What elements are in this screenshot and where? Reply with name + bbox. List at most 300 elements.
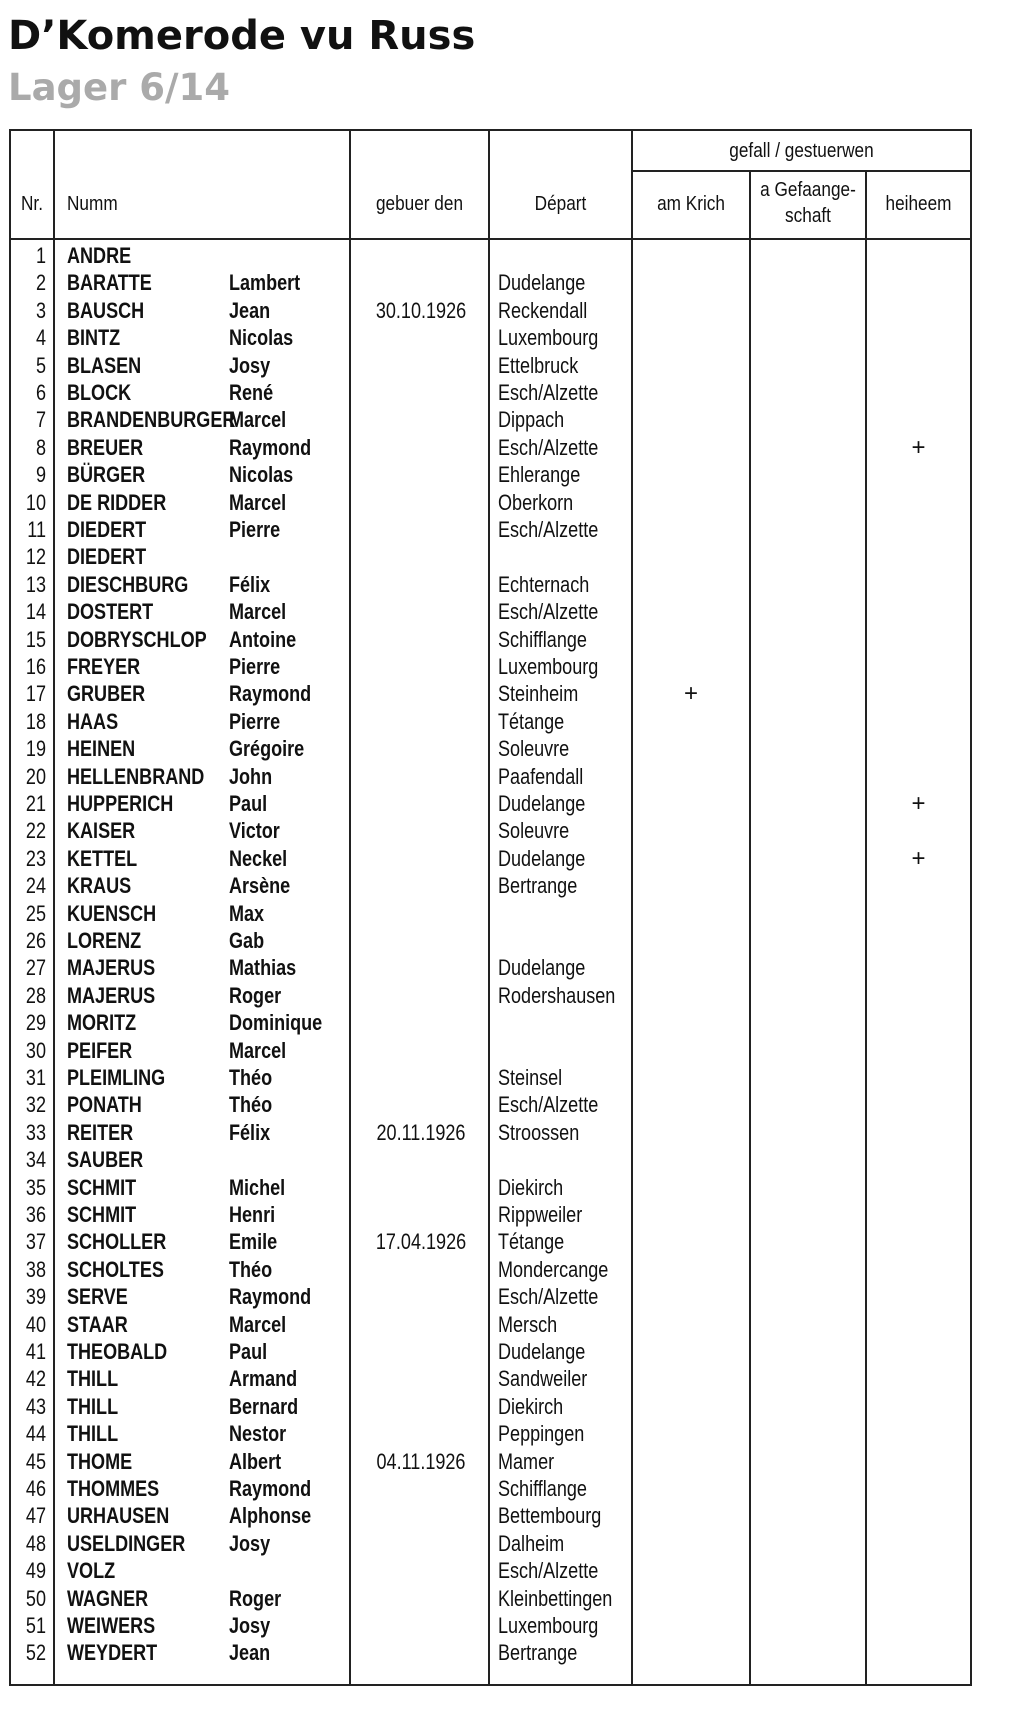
first-name: Nestor (229, 1421, 287, 1447)
died-in-captivity-mark (751, 790, 867, 817)
departure-place: Ehlerange (498, 462, 581, 488)
died-at-home-mark (867, 269, 970, 296)
birth-date (364, 516, 479, 543)
row-number: 38 (25, 1256, 46, 1282)
died-at-home-mark (867, 489, 970, 516)
surname: HUPPERICH (67, 791, 174, 816)
first-name: Henri (229, 1202, 276, 1227)
surname: BÜRGER (67, 462, 146, 488)
row-number: 39 (25, 1284, 46, 1310)
birth-date (364, 1201, 479, 1228)
departure-place: Oberkorn (498, 489, 574, 515)
row-number: 16 (25, 654, 46, 679)
birth-date (364, 269, 479, 296)
row-number: 7 (35, 407, 46, 433)
died-at-home-mark (867, 1201, 970, 1228)
died-in-captivity-mark (751, 900, 867, 927)
died-at-home-mark (867, 872, 970, 899)
died-in-war-mark (633, 352, 749, 379)
departure-place: Rodershausen (498, 982, 616, 1008)
died-at-home-mark (867, 1256, 970, 1283)
died-at-home-mark (867, 324, 970, 351)
died-in-captivity-mark (751, 1091, 867, 1118)
first-name: Théo (229, 1065, 273, 1090)
died-at-home-mark (867, 406, 970, 433)
birth-date (364, 982, 479, 1009)
departure-place: Tétange (498, 1229, 565, 1255)
departure-place: Stroossen (498, 1119, 580, 1145)
surname: MAJERUS (67, 955, 156, 981)
first-name: Albert (229, 1448, 282, 1474)
birth-date (364, 598, 479, 625)
first-name: Nicolas (229, 325, 294, 351)
birth-date (364, 927, 479, 954)
died-at-home-mark (867, 626, 970, 653)
row-number: 2 (35, 270, 46, 296)
row-number: 42 (25, 1366, 46, 1392)
died-in-war-mark (633, 735, 749, 762)
birth-date (364, 1146, 479, 1173)
died-at-home-mark (867, 1448, 970, 1475)
first-name: Jean (229, 1640, 271, 1666)
table-row (11, 1283, 970, 1310)
died-in-war-mark (633, 817, 749, 844)
row-number: 11 (27, 517, 46, 542)
first-name: Théo (229, 1256, 273, 1282)
died-in-captivity-mark (751, 1228, 867, 1255)
table-row (11, 516, 970, 543)
table-row (11, 406, 970, 433)
died-at-home-mark (867, 735, 970, 762)
table-row (11, 434, 970, 461)
row-number: 20 (25, 763, 46, 789)
birth-date: 20.11.1926 (376, 1119, 466, 1145)
died-in-war-mark (633, 845, 749, 872)
died-in-war-mark (633, 1091, 749, 1118)
died-at-home-mark (867, 1146, 970, 1173)
row-number: 45 (25, 1448, 46, 1474)
departure-place: Kleinbettingen (498, 1585, 613, 1611)
departure-place: Diekirch (498, 1393, 564, 1419)
row-number: 34 (25, 1147, 46, 1173)
departure-place: Tétange (498, 708, 565, 734)
died-at-home-mark (867, 516, 970, 543)
row-number: 10 (25, 489, 46, 515)
first-name: Neckel (229, 845, 288, 871)
table-row (11, 1146, 970, 1173)
page-title: D’Komerode vu Russ (8, 13, 476, 59)
departure-place: Esch/Alzette (498, 1092, 599, 1118)
header-nr: Nr. (21, 193, 43, 215)
table-row (11, 352, 970, 379)
table-row (11, 1530, 970, 1557)
table-row (11, 1311, 970, 1338)
surname: WAGNER (67, 1585, 149, 1611)
died-in-captivity-mark (751, 763, 867, 790)
departure-place: Reckendall (498, 297, 588, 323)
birth-date (364, 845, 479, 872)
died-in-war-mark (633, 1475, 749, 1502)
first-name: Raymond (229, 434, 312, 460)
surname: WEYDERT (67, 1640, 158, 1666)
died-in-war-mark (633, 571, 749, 598)
row-number: 18 (25, 708, 46, 734)
first-name: Marcel (229, 599, 287, 625)
row-number: 3 (35, 297, 46, 323)
departure-place: Luxembourg (498, 1613, 599, 1638)
died-in-war-mark (633, 297, 749, 324)
birth-date (364, 1502, 479, 1529)
died-at-home-mark: + (911, 433, 926, 461)
row-number: 47 (25, 1503, 46, 1529)
birth-date (364, 1338, 479, 1365)
died-in-captivity-mark (751, 680, 867, 707)
departure-place: Echternach (498, 571, 590, 597)
died-in-captivity-mark (751, 434, 867, 461)
table-row (11, 1009, 970, 1036)
birth-date (364, 379, 479, 406)
table-row (11, 1639, 970, 1666)
died-in-war-mark (633, 269, 749, 296)
header-gefaangeschaft-line1: a Gefaange- (760, 179, 856, 201)
died-at-home-mark (867, 598, 970, 625)
row-number: 15 (25, 626, 46, 652)
died-in-captivity-mark (751, 406, 867, 433)
died-in-war-mark (633, 461, 749, 488)
died-in-war-mark (633, 954, 749, 981)
died-in-captivity-mark (751, 1393, 867, 1420)
row-number: 13 (25, 571, 46, 597)
departure-place: Soleuvre (498, 736, 570, 762)
died-in-war-mark (633, 1174, 749, 1201)
departure-place: Dudelange (498, 270, 586, 296)
surname: DOBRYSCHLOP (67, 626, 207, 652)
surname: DIEDERT (67, 517, 147, 542)
surname: LORENZ (67, 928, 142, 953)
row-number: 50 (25, 1585, 46, 1611)
departure-place: Steinheim (498, 681, 579, 707)
died-in-war-mark (633, 1639, 749, 1666)
departure-place: Esch/Alzette (498, 599, 599, 625)
died-in-captivity-mark (751, 1448, 867, 1475)
died-at-home-mark (867, 1365, 970, 1392)
departure-place: Esch/Alzette (498, 1558, 599, 1584)
died-in-captivity-mark (751, 461, 867, 488)
row-number: 30 (25, 1037, 46, 1063)
died-in-captivity-mark (751, 1119, 867, 1146)
surname: WEIWERS (67, 1613, 156, 1638)
died-in-war-mark (633, 1037, 749, 1064)
birth-date (364, 708, 479, 735)
birth-date (364, 489, 479, 516)
departure-place: Dudelange (498, 845, 586, 871)
surname: DIEDERT (67, 544, 147, 570)
first-name: Grégoire (229, 736, 305, 762)
table-row (11, 461, 970, 488)
surname: KAISER (67, 818, 136, 844)
row-number: 22 (25, 818, 46, 844)
died-at-home-mark (867, 1283, 970, 1310)
table-row (11, 543, 970, 570)
table-row (11, 1201, 970, 1228)
first-name: Roger (229, 1585, 282, 1611)
surname: USELDINGER (67, 1530, 186, 1556)
died-in-captivity-mark (751, 1064, 867, 1091)
died-at-home-mark (867, 1037, 970, 1064)
first-name: Pierre (229, 654, 281, 679)
surname: THOME (67, 1448, 133, 1474)
row-number: 36 (25, 1202, 46, 1227)
died-at-home-mark (867, 708, 970, 735)
table-row (11, 1502, 970, 1529)
header-am-krich: am Krich (657, 193, 725, 215)
died-in-captivity-mark (751, 379, 867, 406)
table-row (11, 1448, 970, 1475)
died-at-home-mark (867, 927, 970, 954)
row-number: 43 (25, 1393, 46, 1419)
first-name: Arsène (229, 873, 291, 899)
surname: THEOBALD (67, 1339, 168, 1364)
departure-place: Dudelange (498, 791, 586, 816)
birth-date (364, 242, 479, 269)
surname: DE RIDDER (67, 489, 167, 515)
departure-place: Bertrange (498, 1640, 578, 1666)
died-at-home-mark: + (911, 844, 926, 872)
row-number: 4 (35, 325, 46, 351)
surname: THILL (67, 1421, 119, 1447)
died-in-captivity-mark (751, 982, 867, 1009)
first-name: Lambert (229, 270, 301, 296)
died-in-captivity-mark (751, 1283, 867, 1310)
birth-date (364, 1283, 479, 1310)
surname: HEINEN (67, 736, 136, 762)
birth-date (364, 626, 479, 653)
died-in-war-mark (633, 1201, 749, 1228)
departure-place: Paafendall (498, 763, 584, 789)
first-name: Roger (229, 982, 282, 1008)
died-in-war-mark (633, 900, 749, 927)
died-in-captivity-mark (751, 1502, 867, 1529)
died-in-war-mark (633, 489, 749, 516)
died-at-home-mark (867, 1475, 970, 1502)
header-gefaangeschaft-line2: schaft (785, 205, 831, 227)
table-row (11, 1393, 970, 1420)
table-row (11, 1338, 970, 1365)
died-in-captivity-mark (751, 1256, 867, 1283)
first-name: Victor (229, 818, 280, 844)
table-row (11, 1365, 970, 1392)
first-name: Pierre (229, 708, 281, 734)
departure-place: Soleuvre (498, 818, 570, 844)
birth-date: 04.11.1926 (376, 1448, 466, 1474)
table-row (11, 626, 970, 653)
died-in-captivity-mark (751, 324, 867, 351)
departure-place: Ettelbruck (498, 352, 579, 378)
roster-table (9, 129, 972, 1686)
birth-date (364, 872, 479, 899)
first-name: Félix (229, 1119, 271, 1145)
table-row (11, 242, 970, 269)
first-name: Théo (229, 1092, 273, 1118)
died-in-captivity-mark (751, 626, 867, 653)
first-name: René (229, 380, 274, 405)
surname: KRAUS (67, 873, 132, 899)
departure-place: Dudelange (498, 1339, 586, 1364)
row-number: 26 (25, 928, 46, 953)
surname: REITER (67, 1119, 134, 1145)
died-at-home-mark (867, 543, 970, 570)
table-row (11, 817, 970, 844)
died-in-war-mark (633, 790, 749, 817)
surname: URHAUSEN (67, 1503, 170, 1529)
died-in-captivity-mark (751, 1338, 867, 1365)
died-in-captivity-mark (751, 1585, 867, 1612)
table-row (11, 1091, 970, 1118)
table-row (11, 297, 970, 324)
birth-date (364, 1311, 479, 1338)
table-row (11, 324, 970, 351)
departure-place: Mondercange (498, 1256, 609, 1282)
table-row (11, 1557, 970, 1584)
died-in-war-mark: + (683, 680, 698, 708)
died-at-home-mark (867, 1119, 970, 1146)
birth-date (364, 1037, 479, 1064)
row-number: 44 (25, 1421, 46, 1447)
table-row (11, 845, 970, 872)
header-heiheem: heiheem (885, 193, 952, 215)
surname: FREYER (67, 654, 141, 679)
died-in-war-mark (633, 626, 749, 653)
birth-date (364, 763, 479, 790)
departure-place: Esch/Alzette (498, 434, 599, 460)
row-number: 21 (25, 791, 46, 816)
first-name: Paul (229, 791, 268, 816)
surname: SCHMIT (67, 1202, 137, 1227)
died-at-home-mark (867, 1311, 970, 1338)
surname: BARATTE (67, 270, 152, 296)
departure-place: Esch/Alzette (498, 1284, 599, 1310)
birth-date (364, 1585, 479, 1612)
died-at-home-mark (867, 1393, 970, 1420)
row-number: 12 (25, 544, 46, 570)
departure-place: Rippweiler (498, 1202, 583, 1227)
header-group-divider (631, 170, 970, 172)
died-in-captivity-mark (751, 653, 867, 680)
died-at-home-mark (867, 1064, 970, 1091)
first-name: Félix (229, 571, 271, 597)
birth-date (364, 1393, 479, 1420)
died-in-war-mark (633, 324, 749, 351)
died-at-home-mark (867, 954, 970, 981)
died-at-home-mark (867, 1530, 970, 1557)
first-name: Nicolas (229, 462, 294, 488)
departure-place: Mamer (498, 1448, 555, 1474)
died-at-home-mark (867, 571, 970, 598)
died-in-captivity-mark (751, 297, 867, 324)
row-number: 9 (35, 462, 46, 488)
table-row (11, 763, 970, 790)
died-in-war-mark (633, 653, 749, 680)
died-at-home-mark (867, 982, 970, 1009)
died-in-war-mark (633, 242, 749, 269)
surname: BLASEN (67, 352, 142, 378)
row-number: 41 (25, 1339, 46, 1364)
surname: HELLENBRAND (67, 763, 205, 789)
died-in-captivity-mark (751, 571, 867, 598)
surname: DOSTERT (67, 599, 154, 625)
surname: SCHOLTES (67, 1256, 164, 1282)
surname: BAUSCH (67, 297, 145, 323)
died-at-home-mark: + (911, 790, 926, 817)
died-in-war-mark (633, 1338, 749, 1365)
died-in-war-mark (633, 1228, 749, 1255)
surname: KUENSCH (67, 900, 157, 926)
first-name: Max (229, 900, 265, 926)
birth-date (364, 324, 479, 351)
surname: BINTZ (67, 325, 121, 351)
surname: THOMMES (67, 1476, 160, 1501)
died-in-war-mark (633, 708, 749, 735)
departure-place: Diekirch (498, 1174, 564, 1200)
died-at-home-mark (867, 1091, 970, 1118)
birth-date: 30.10.1926 (375, 297, 467, 323)
birth-date (364, 1064, 479, 1091)
died-in-war-mark (633, 1064, 749, 1091)
died-at-home-mark (867, 352, 970, 379)
birth-date (364, 1557, 479, 1584)
row-number: 1 (35, 243, 46, 268)
table-row (11, 489, 970, 516)
surname: MORITZ (67, 1010, 137, 1036)
died-at-home-mark (867, 1228, 970, 1255)
surname: VOLZ (67, 1558, 116, 1584)
header-gebuer-den: gebuer den (375, 193, 464, 215)
header-bottom-divider (11, 238, 970, 240)
died-in-captivity-mark (751, 1530, 867, 1557)
row-number: 40 (25, 1311, 46, 1337)
died-in-captivity-mark (751, 927, 867, 954)
departure-place: Bettembourg (498, 1503, 602, 1529)
birth-date (364, 1639, 479, 1666)
died-at-home-mark (867, 1420, 970, 1447)
row-number: 33 (25, 1119, 46, 1145)
row-number: 23 (25, 845, 46, 871)
died-in-war-mark (633, 1502, 749, 1529)
died-at-home-mark (867, 1009, 970, 1036)
died-in-war-mark (633, 1119, 749, 1146)
departure-place: Schifflange (498, 1476, 587, 1501)
died-in-war-mark (633, 927, 749, 954)
died-in-war-mark (633, 1009, 749, 1036)
died-in-captivity-mark (751, 1365, 867, 1392)
table-row (11, 927, 970, 954)
row-number: 48 (25, 1530, 46, 1556)
died-in-captivity-mark (751, 1420, 867, 1447)
birth-date (364, 1091, 479, 1118)
birth-date (364, 543, 479, 570)
departure-place: Steinsel (498, 1065, 563, 1090)
died-at-home-mark (867, 680, 970, 707)
header-depart: Départ (534, 193, 587, 215)
died-in-captivity-mark (751, 872, 867, 899)
table-row (11, 872, 970, 899)
first-name: Gab (229, 928, 265, 953)
died-at-home-mark (867, 1557, 970, 1584)
died-at-home-mark (867, 817, 970, 844)
surname: KETTEL (67, 845, 138, 871)
first-name: Antoine (229, 626, 297, 652)
surname: SCHMIT (67, 1174, 137, 1200)
